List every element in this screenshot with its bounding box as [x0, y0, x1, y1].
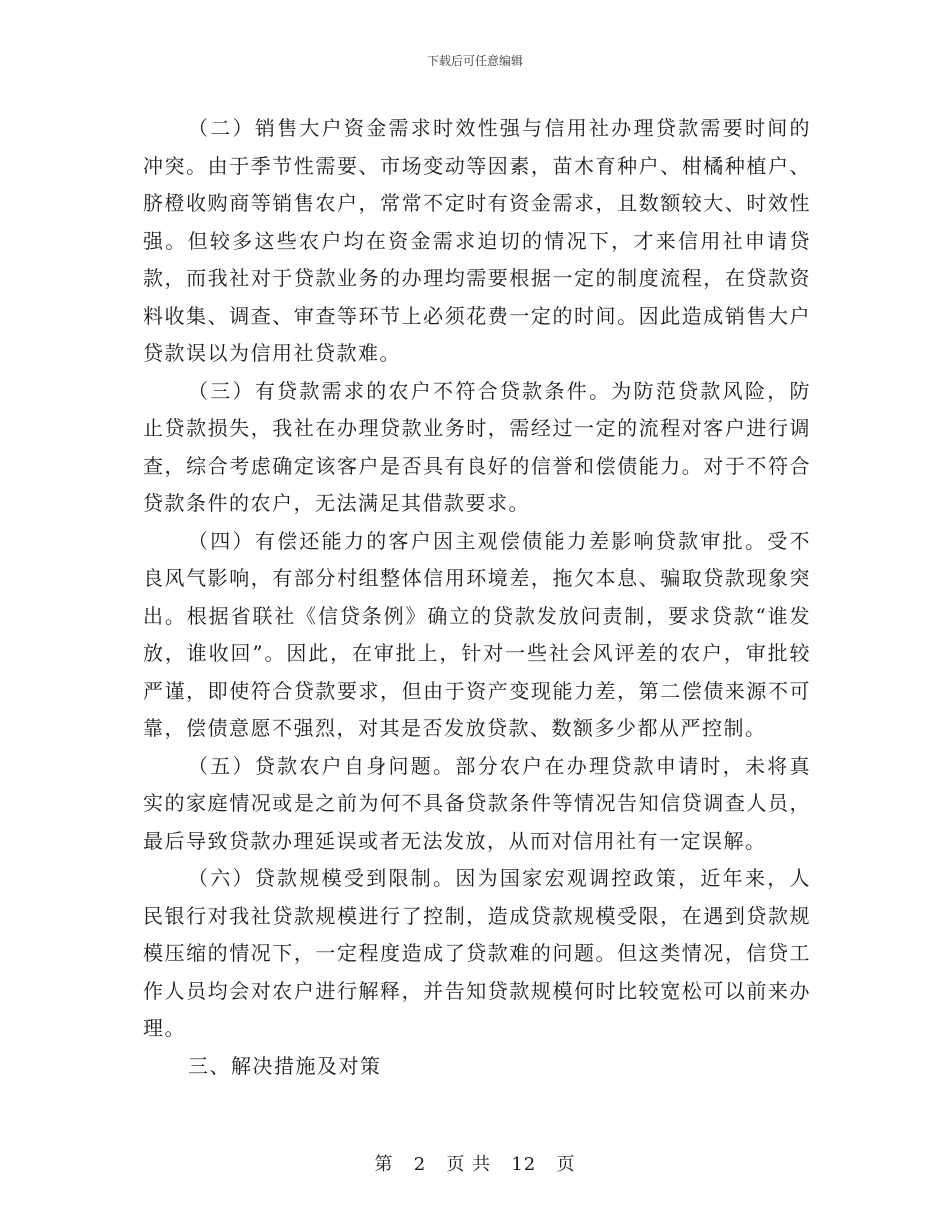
footer-suffix: 页: [556, 1154, 576, 1175]
section-heading: 三、解决措施及对策: [188, 1053, 382, 1078]
footer-prefix: 第: [374, 1154, 394, 1175]
page-footer: [0, 1153, 950, 1177]
document-body: [143, 110, 811, 1085]
footer-page-number: 2: [413, 1154, 427, 1175]
paragraph-6: （六）贷款规模受到限制。因为国家宏观调控政策，近年来，人民银行对我社贷款规模进行了控制，造成贷款规模受限，在遇到贷款规模压缩的情况下，一定程度造成了贷款难的问题。但这类情况，信贷工作人员均会对农户进行解释，并告知贷款规模何时比较宽松可以前来办理。: [143, 866, 811, 1040]
footer-total-pages: 12: [511, 1154, 537, 1175]
paragraph-4: （四）有偿还能力的客户因主观偿债能力差影响贷款审批。受不良风气影响，有部分村组整体信用环境差，拖欠本息、骗取贷款现象突出。根据省联社《信贷条例》确立的贷款发放问责制，要求贷款“谁发放，谁收回”。因此，在审批上，针对一些社会风评差的农户，审批较严谨，即使符合贷款要求，但由于资产变现能力差，第二偿债来源不可靠，偿债意愿不强烈，对其是否发放贷款、数额多少都从严控制。: [143, 528, 811, 740]
footer-middle: 页 共: [446, 1154, 492, 1175]
paragraph-5: （五）贷款农户自身问题。部分农户在办理贷款申请时，未将真实的家庭情况或是之前为何不具备贷款条件等情况告知信贷调查人员，最后导致贷款办理延误或者无法发放，从而对信用社有一定误解。: [143, 753, 811, 853]
paragraph-3: （三）有贷款需求的农户不符合贷款条件。为防范贷款风险，防止贷款损失，我社在办理贷款业务时，需经过一定的流程对客户进行调查，综合考虑确定该客户是否具有良好的信誉和偿债能力。对于不符合贷款条件的农户，无法满足其借款要求。: [143, 378, 811, 515]
page-header: 下载后可任意编辑: [426, 54, 523, 68]
paragraph-2: （二）销售大户资金需求时效性强与信用社办理贷款需要时间的冲突。由于季节性需要、市场变动等因素，苗木育种户、柑橘种植户、脐橙收购商等销售农户，常常不定时有资金需求，且数额较大、时效性强。但较多这些农户均在资金需求迫切的情况下，才来信用社申请贷款，而我社对于贷款业务的办理均需要根据一定的制度流程，在贷款资料收集、调查、审查等环节上必须花费一定的时间。因此造成销售大户贷款误以为信用社贷款难。: [143, 116, 811, 365]
